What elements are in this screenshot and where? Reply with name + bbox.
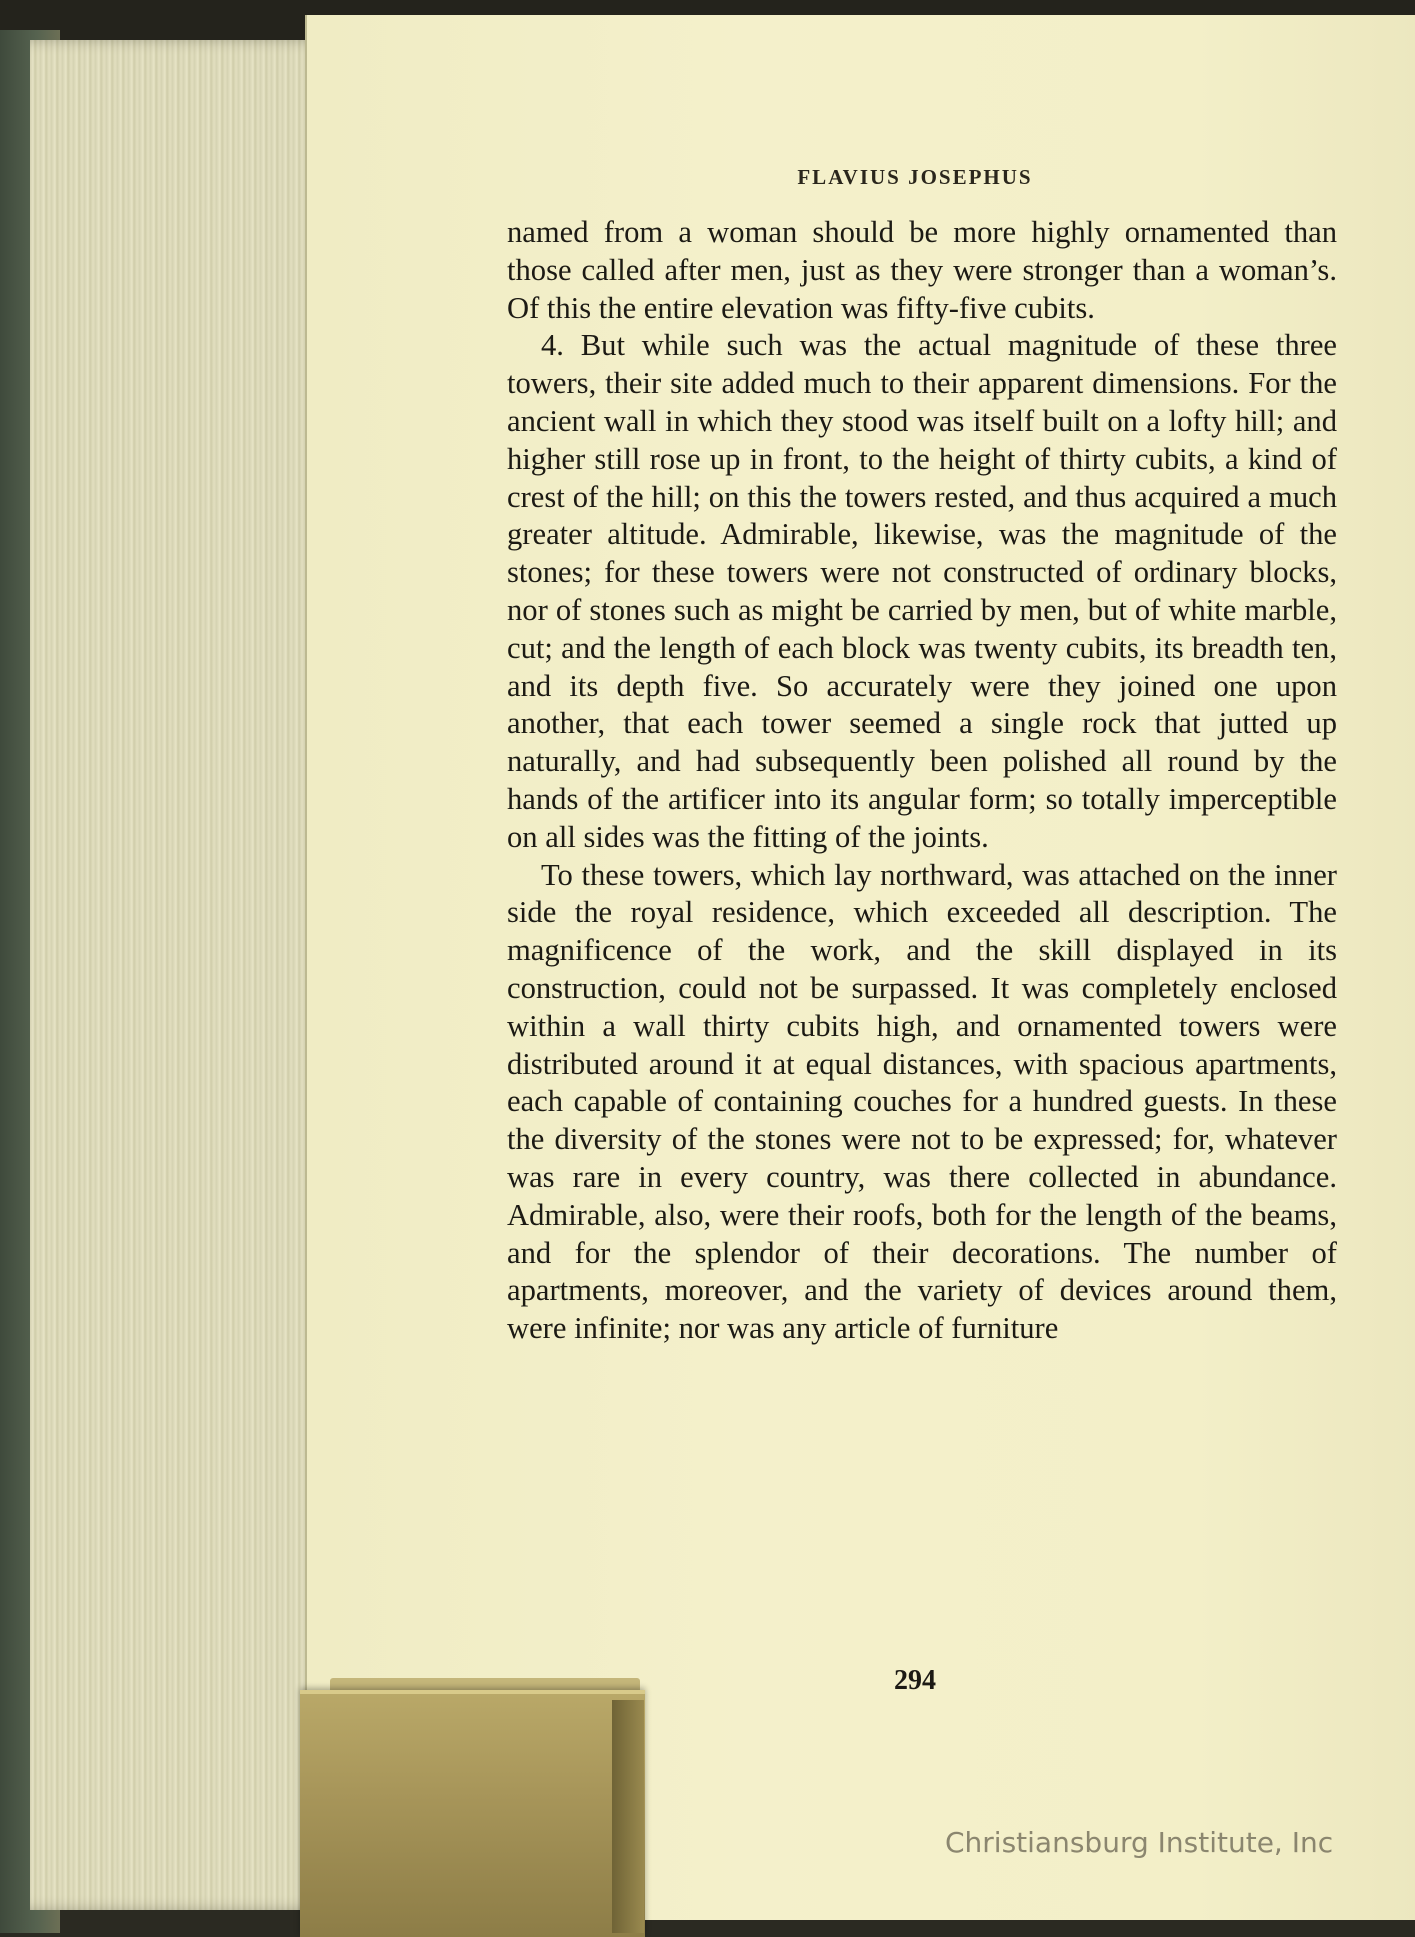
paragraph-section-4: 4. But while such was the actual magnitude of these three towers, their site added much to their apparent dimensions. For the ancient wall in which they stood was itself built on a lofty hill; and higher still rose up in front, to the height of thirty cubits, a kind of crest of the hill; on this the towers rested, and thus acquired a much greater altitude. Admirable, likewise, was the magnitude of the stones; for these towers were not constructed of ordinary blocks, nor of stones such as might be carried by men, but of white marble, cut; and the length of each block was twenty cubits, its breadth ten, and its depth five. So accurately were they joined one upon another, that each tower seemed a single rock that jutted up naturally, and had subsequently been polished all round by the hands of the artificer into its angular form; so totally imperceptible on all sides was the fitting of the joints. <box>507 328 1337 854</box>
page-number: 294 <box>894 1665 936 1696</box>
watermark: Christiansburg Institute, Inc <box>945 1826 1334 1859</box>
paragraph-royal-residence: To these towers, which lay northward, was attached on the inner side the royal residence, which exceeded all description. The magnificence of the work, and the skill displayed in its construction, could not be surpassed. It was completely enclosed within a wall thirty cubits high, and ornamented towers were distributed around it at equal distances, with spacious apartments, each capable of containing couches for a hundred guests. In these the diversity of the stones were not to be expressed; for, whatever was rare in every country, was there collected in abundance. Admirable, also, were their roofs, both for the length of the beams, and for the splendor of their decorations. The number of apartments, moreover, and the variety of devices around them, were infinite; nor was any article of furniture <box>507 857 1337 1346</box>
paragraph-continued: named from a woman should be more highly ornamented than those called after men, just as they were stronger than a woman’s. Of this the entire elevation was fifty-five cubits. <box>507 215 1337 325</box>
running-head: FLAVIUS JOSEPHUS <box>797 165 1033 189</box>
bookmark-edge <box>612 1700 644 1933</box>
bookmark-block <box>300 1690 645 1937</box>
page-body <box>507 214 1337 1348</box>
